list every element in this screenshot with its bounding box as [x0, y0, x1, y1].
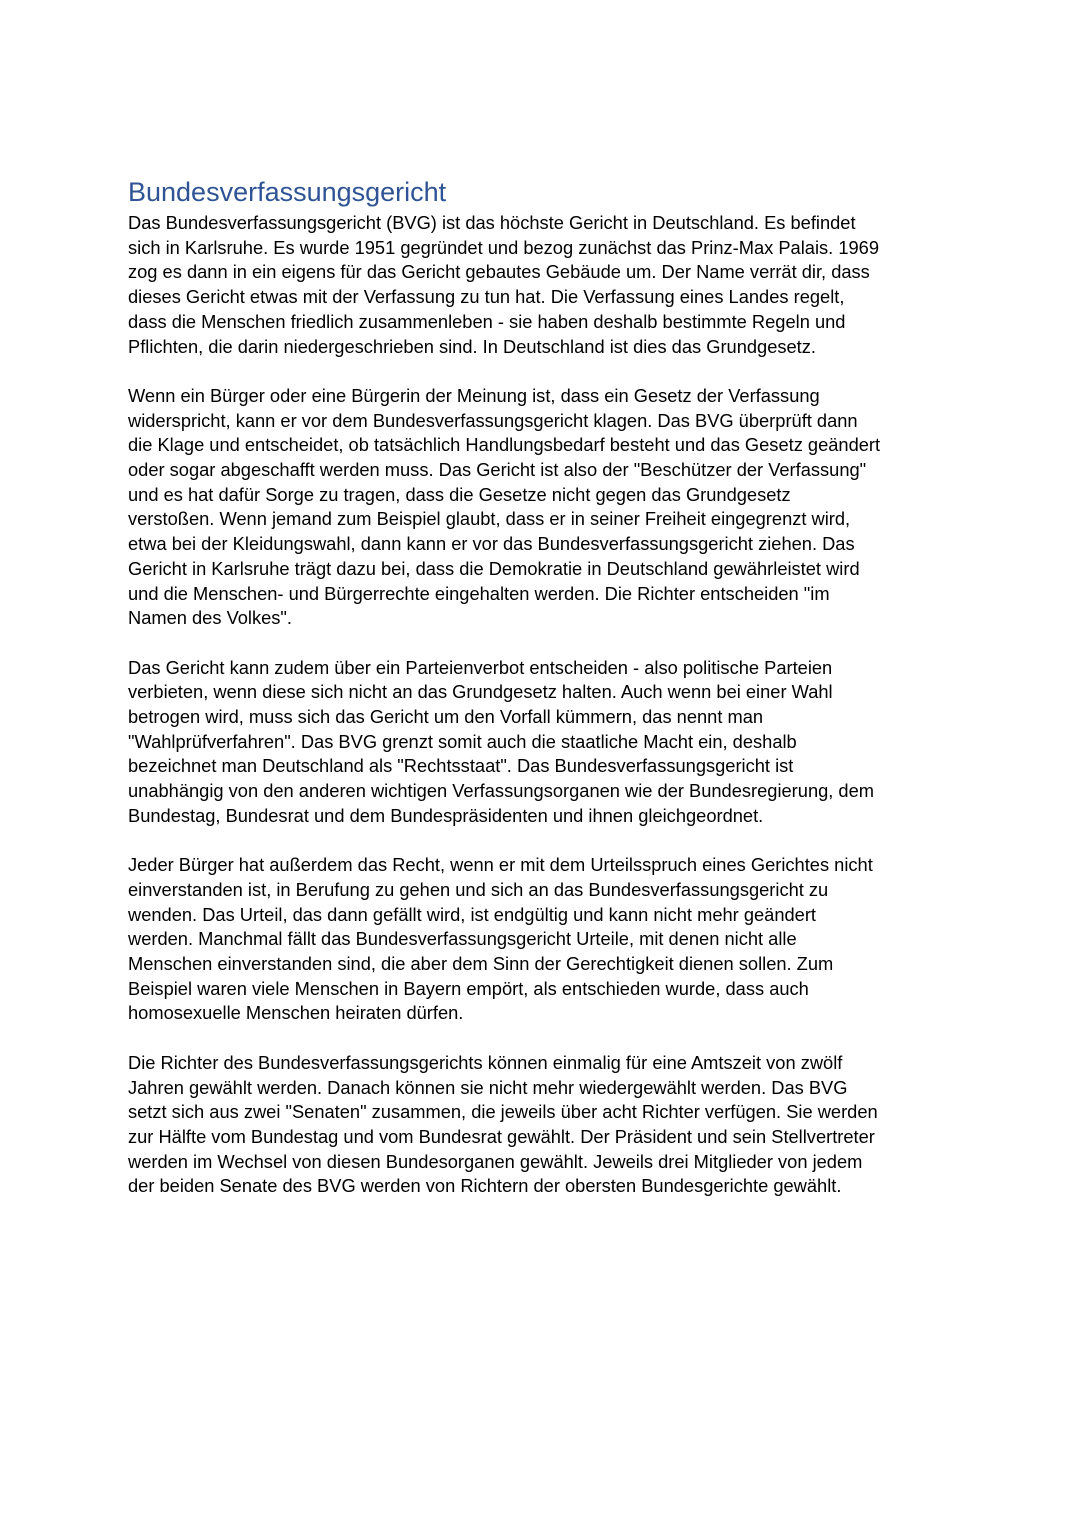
paragraph-3: Das Gericht kann zudem über ein Parteienverbot entscheiden - also politische Parteien verbieten, wenn diese sich nicht an das Grundgesetz halten. Auch wenn bei einer Wahl betrogen wird, muss sich das Gericht um den Vorfall kümmern, das nennt man "Wahlprüfverfahren". Das BVG grenzt somit auch die staatliche Macht ein, deshalb bezeichnet man Deutschland als "Rechtsstaat". Das Bundesverfassungsgericht ist unabhängig von den anderen wichtigen Verfassungsorganen wie der Bundesregierung, dem Bundestag, Bundesrat und dem Bundespräsidenten und ihnen gleichgeordnet. — [128, 656, 874, 826]
document-page — [128, 175, 958, 1224]
paragraph-4: Jeder Bürger hat außerdem das Recht, wenn er mit dem Urteilsspruch eines Gerichtes nicht einverstanden ist, in Berufung zu gehen und sich an das Bundesverfassungsgericht zu wenden. Das Urteil, das dann gefällt wird, ist endgültig und kann nicht mehr geändert werden. Manchmal fällt das Bundesverfassungsgericht Urteile, mit denen nicht alle Menschen einverstanden sind, die aber dem Sinn der Gerechtigkeit dienen sollen. Zum Beispiel waren viele Menschen in Bayern empört, als entschieden wurde, dass auch homosexuelle Menschen heiraten dürfen. — [128, 854, 873, 1024]
paragraph-1: Das Bundesverfassungsgericht (BVG) ist das höchste Gericht in Deutschland. Es befindet sich in Karlsruhe. Es wurde 1951 gegründet und bezog zunächst das Prinz-Max Palais. 1969 zog es dann in ein eigens für das Gericht gebautes Gebäude um. Der Name verrät dir, dass dieses Gericht etwas mit der Verfassung zu tun hat. Die Verfassung eines Landes regelt, dass die Menschen friedlich zusammenleben - sie haben deshalb bestimmte Regeln und Pflichten, die darin niedergeschrieben sind. In Deutschland ist dies das Grundgesetz. — [128, 212, 879, 357]
document-title: Bundesverfassungsgericht — [128, 177, 447, 207]
paragraph-2: Wenn ein Bürger oder eine Bürgerin der Meinung ist, dass ein Gesetz der Verfassung widerspricht, kann er vor dem Bundesverfassungsgericht klagen. Das BVG überprüft dann die Klage und entscheidet, ob tatsächlich Handlungsbedarf besteht und das Gesetz geändert oder sogar abgeschafft werden muss. Das Gericht ist also der "Beschützer der Verfassung" und es hat dafür Sorge zu tragen, dass die Gesetze nicht gegen das Grundgesetz verstoßen. Wenn jemand zum Beispiel glaubt, dass er in seiner Freiheit eingegrenzt wird, etwa bei der Kleidungswahl, dann kann er vor das Bundesverfassungsgericht ziehen. Das Gericht in Karlsruhe trägt dazu bei, dass die Demokratie in Deutschland gewährleistet wird und die Menschen- und Bürgerrechte eingehalten werden. Die Richter entscheiden "im Namen des Volkes". — [128, 384, 881, 629]
paragraph-5: Die Richter des Bundesverfassungsgerichts können einmalig für eine Amtszeit von zwölf Jahren gewählt werden. Danach können sie nicht mehr wiedergewählt werden. Das BVG setzt sich aus zwei "Senaten" zusammen, die jeweils über acht Richter verfügen. Sie werden zur Hälfte vom Bundestag und vom Bundesrat gewählt. Der Präsident und sein Stellvertreter werden im Wechsel von diesen Bundesorganen gewählt. Jeweils drei Mitglieder von jedem der beiden Senate des BVG werden von Richtern der obersten Bundesgerichte gewählt. — [128, 1051, 878, 1197]
